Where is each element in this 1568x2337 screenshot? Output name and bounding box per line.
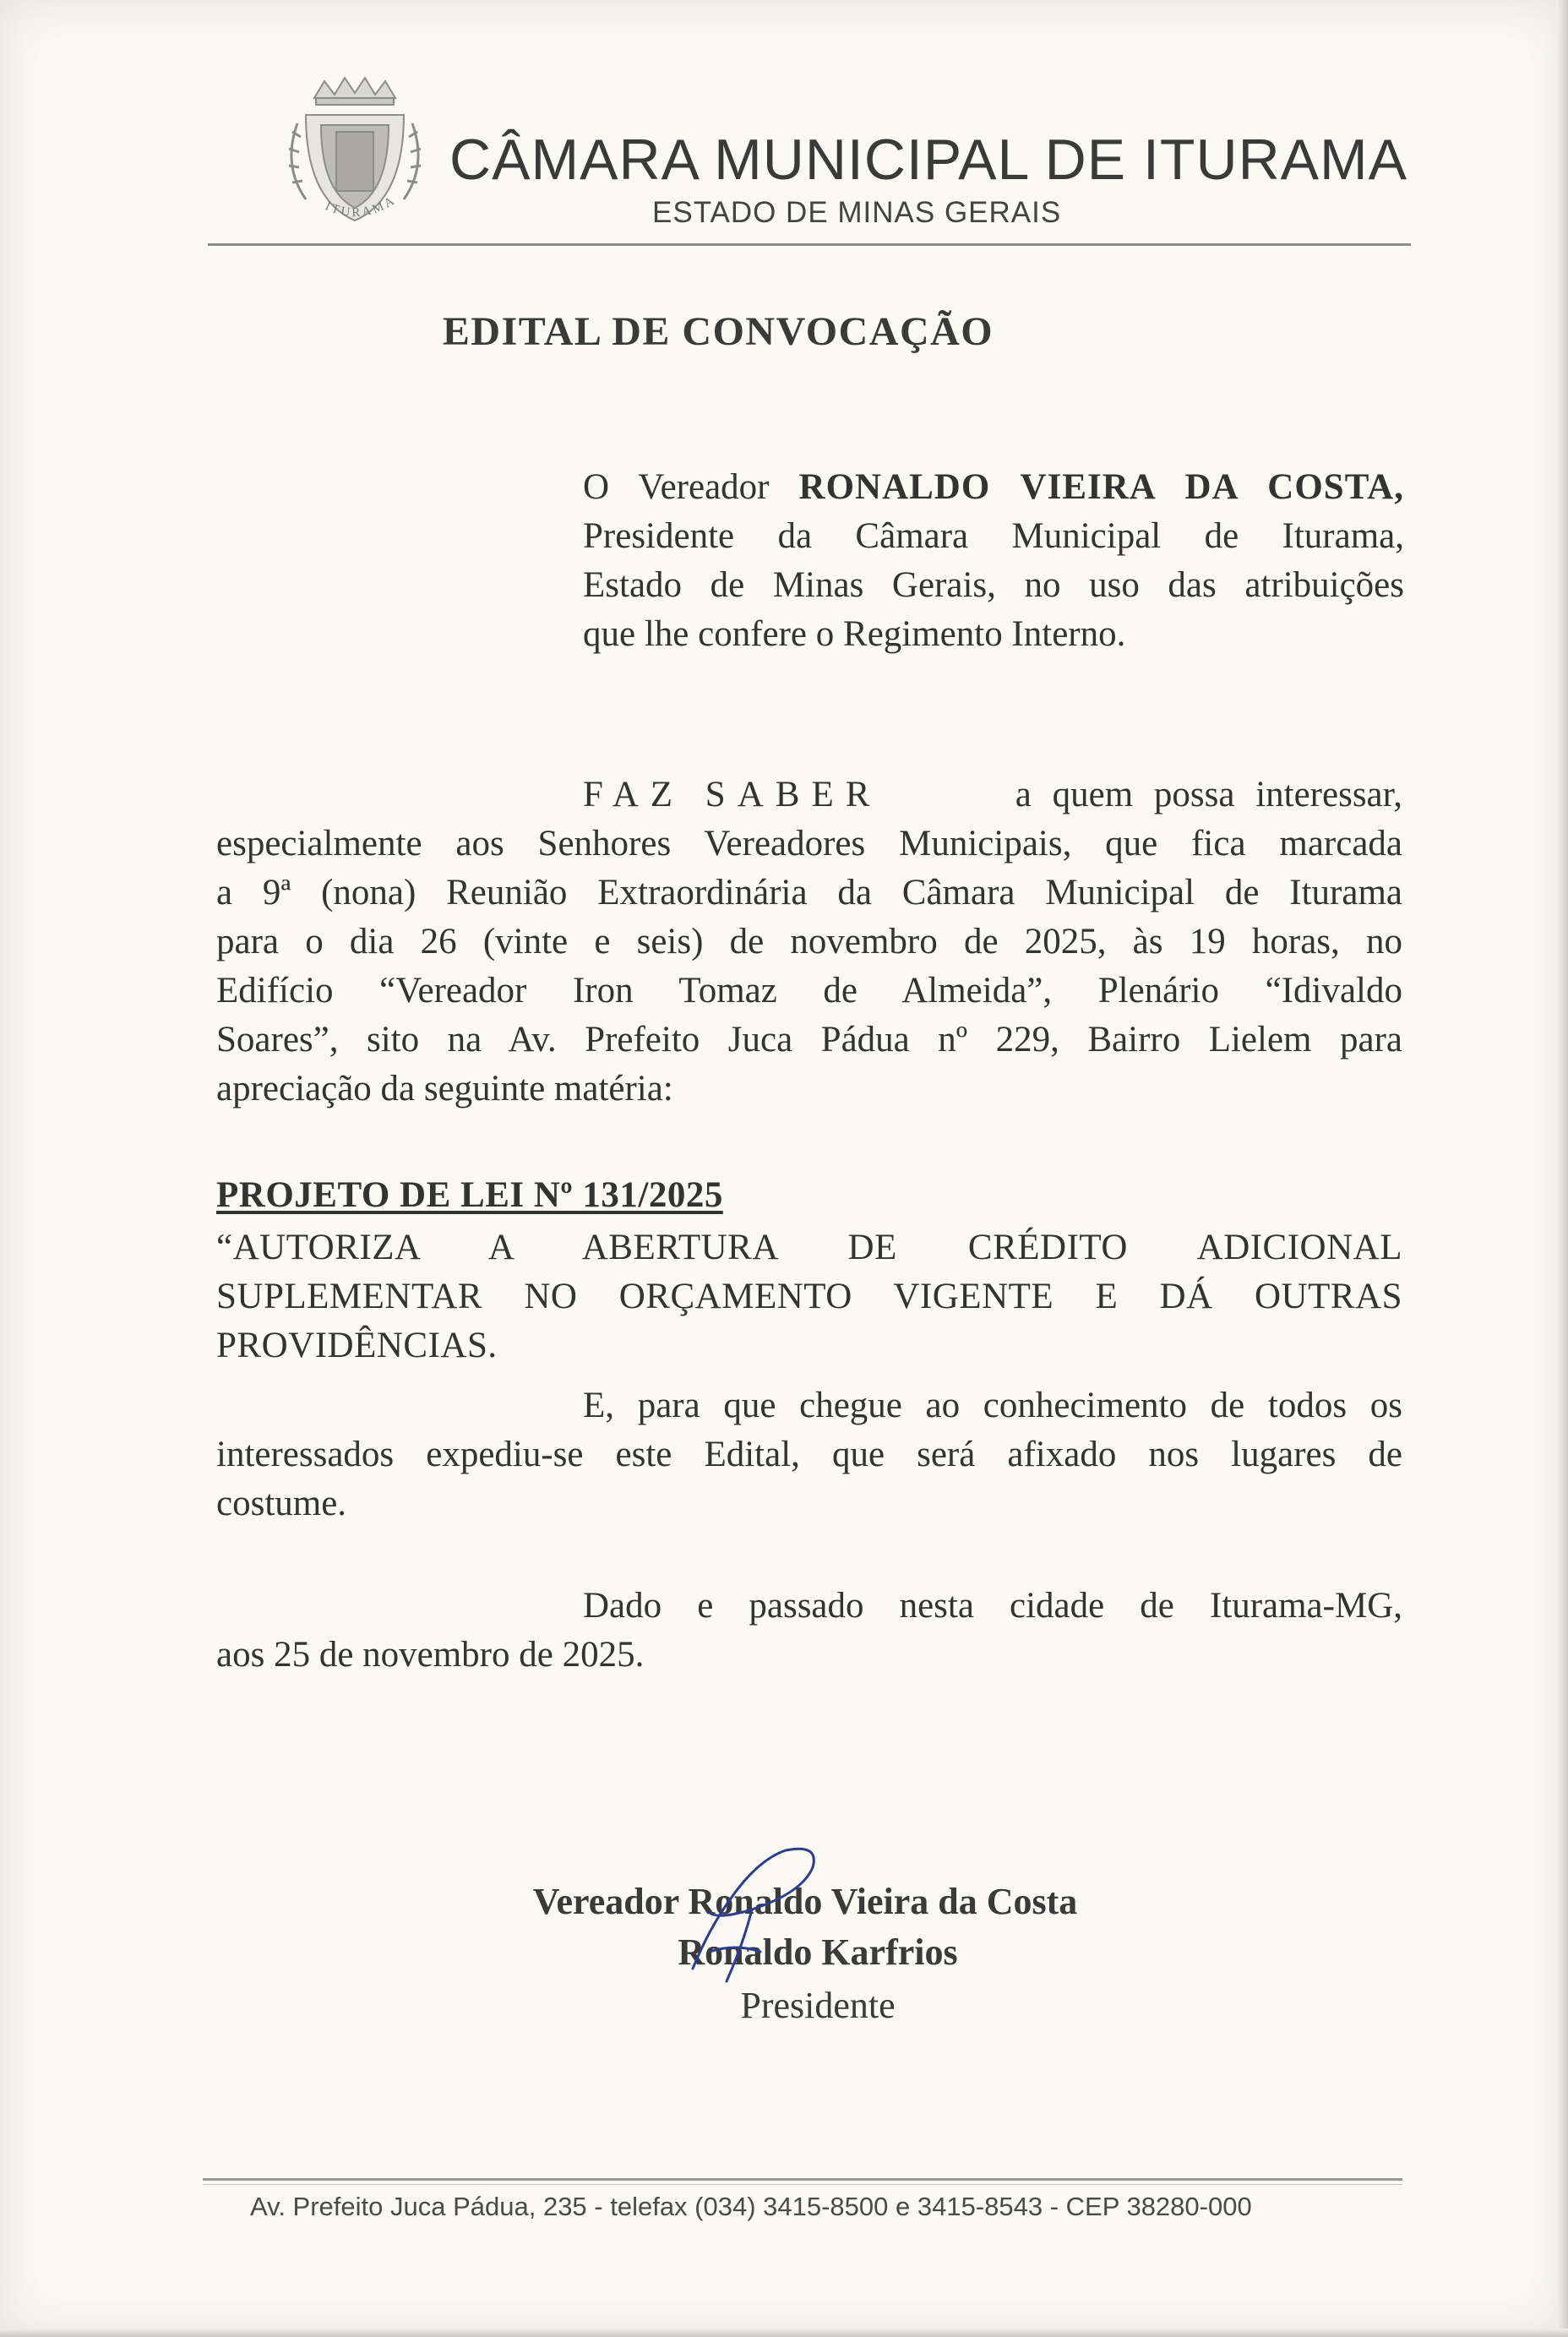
intro-line: Estado de Minas Gerais, no uso das atribuições [583, 565, 1404, 605]
signatory-alias: Ronaldo Karfrios [678, 1931, 958, 1973]
intro-paragraph [583, 463, 1404, 659]
intro-prefix: O Vereador [583, 467, 799, 507]
paper-edge-bottom [0, 2329, 1568, 2337]
projeto-description [216, 1223, 1402, 1370]
header-divider [208, 243, 1411, 246]
projeto-title: PROJETO DE LEI Nº 131/2025 [216, 1175, 723, 1215]
municipal-seal-icon [280, 73, 429, 233]
faz-saber-label: FAZ SABER [583, 775, 882, 814]
footer-divider [203, 2178, 1402, 2181]
signatory-name: Vereador Ronaldo Vieira da Costa [532, 1881, 1078, 1922]
projeto-line: PROVIDÊNCIAS. [216, 1326, 498, 1365]
signatory-role: Presidente [740, 1985, 896, 2026]
institution-subtitle: ESTADO DE MINAS GERAIS [652, 196, 1062, 229]
intro-line: Presidente da Câmara Municipal de Iturama, [583, 516, 1404, 556]
closing-first-line: E, para que chegue ao conhecimento de todos os [583, 1386, 1402, 1425]
body-first-line-rest: a quem possa interessar, [1015, 775, 1402, 814]
body-first-line [216, 771, 1402, 820]
closing-line: interessados expediu-se este Edital, que será afixado nos lugares de [216, 1435, 1402, 1474]
body-line: Soares”, sito na Av. Prefeito Juca Pádua nº 229, Bairro Lielem para [216, 1020, 1402, 1060]
president-name: RONALDO VIEIRA DA COSTA, [798, 467, 1404, 507]
seal-text: ITURAMA [323, 193, 400, 221]
intro-first-line [583, 463, 1404, 512]
body-line: Edifício “Vereador Iron Tomaz de Almeida”, Plenário “Idivaldo [216, 971, 1402, 1011]
projeto-line: SUPLEMENTAR NO ORÇAMENTO VIGENTE E DÁ OUTRAS [216, 1277, 1402, 1316]
projeto-line: “AUTORIZA A ABERTURA DE CRÉDITO ADICIONAL [216, 1228, 1402, 1267]
dated-second-line: aos 25 de novembro de 2025. [216, 1635, 645, 1675]
institution-title: CÂMARA MUNICIPAL DE ITURAMA [449, 128, 1408, 192]
intro-line: que lhe confere o Regimento Interno. [583, 614, 1126, 654]
body-line: para o dia 26 (vinte e seis) de novembro de 2025, às 19 horas, no [216, 922, 1402, 961]
closing-paragraph [216, 1381, 1402, 1528]
closing-line: costume. [216, 1484, 347, 1523]
document-title: EDITAL DE CONVOCAÇÃO [442, 309, 994, 354]
date-paragraph [216, 1582, 1402, 1680]
body-line: a 9ª (nona) Reunião Extraordinária da Câmara Municipal de Iturama [216, 873, 1402, 912]
footer-address: Av. Prefeito Juca Pádua, 235 - telefax (034) 3415-8500 e 3415-8543 - CEP 38280-000 [250, 2192, 1252, 2221]
body-paragraph [216, 771, 1402, 1114]
dated-first-line: Dado e passado nesta cidade de Iturama-MG, [583, 1586, 1402, 1626]
footer-divider-secondary [203, 2184, 1402, 2185]
body-line: especialmente aos Senhores Vereadores Municipais, que fica marcada [216, 824, 1402, 863]
handwritten-signature [659, 1825, 862, 1994]
body-line: apreciação da seguinte matéria: [216, 1069, 673, 1109]
